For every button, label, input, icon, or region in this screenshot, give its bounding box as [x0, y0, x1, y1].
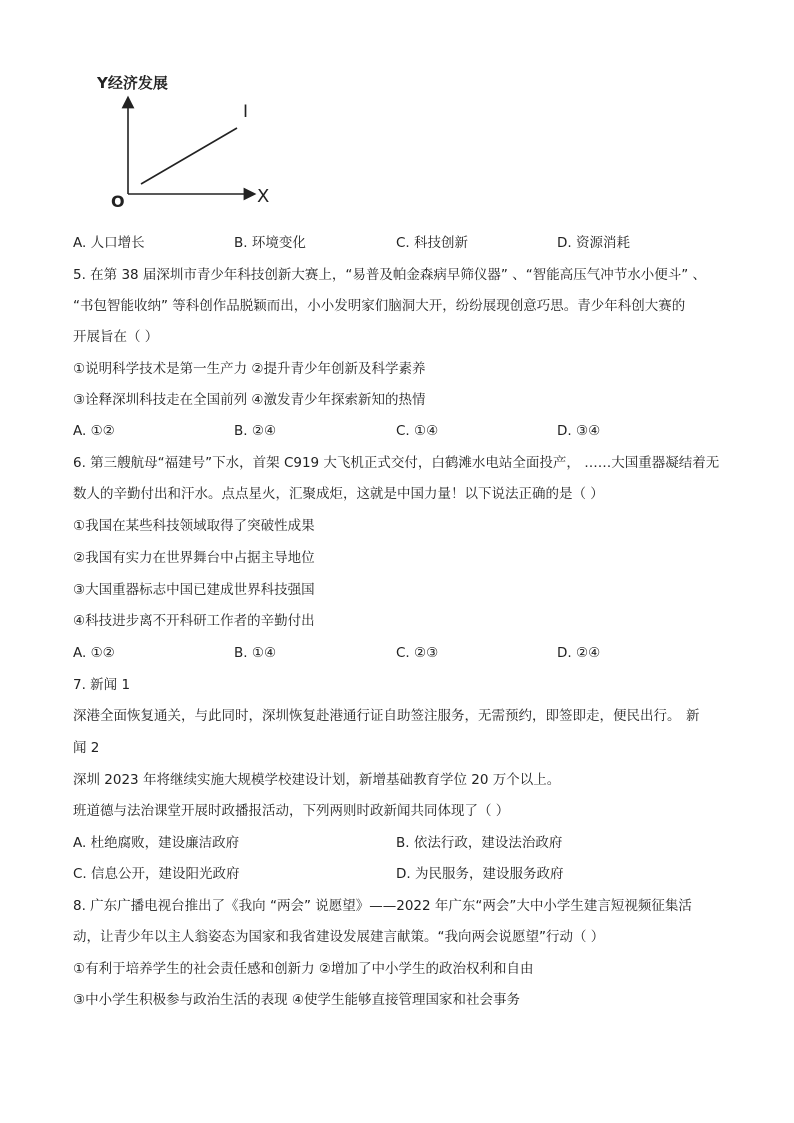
q5-item-line2: ③诠释深圳科技走在全国前列 ④激发青少年探索新知的热情 [73, 392, 426, 408]
q6-item-4: ④科技进步离不开科研工作者的辛勤付出 [73, 613, 315, 629]
line-label: I [243, 102, 249, 122]
q5-stem-line3: 开展旨在（ ） [73, 329, 159, 345]
q4-option-c: C. 科技创新 [396, 235, 469, 251]
q7-line4: 深圳 2023 年将继续实施大规模学校建设计划，新增基础教育学位 20 万个以上。 [73, 772, 561, 788]
q7-option-c: C. 信息公开，建设阳光政府 [73, 866, 240, 882]
q5-option-b: B. ②④ [234, 423, 277, 439]
q7-line1: 7. 新闻 1 [73, 677, 131, 693]
q6-stem-line2: 数人的辛勤付出和汗水。点点星火，汇聚成炬，这就是中国力量！以下说法正确的是（ ） [73, 486, 604, 502]
q7-option-a: A. 杜绝腐败，建设廉洁政府 [73, 835, 240, 851]
q6-option-b: B. ①④ [234, 645, 277, 661]
q6-item-1: ①我国在某些科技领域取得了突破性成果 [73, 518, 315, 534]
q8-stem-line1: 8. 广东广播电视台推出了《我向 “两会” 说愿望》——2022 年广东“两会”大中小学生建言短视频征集活 [73, 898, 692, 914]
q7-option-d: D. 为民服务，建设服务政府 [396, 866, 564, 882]
q6-item-3: ③大国重器标志中国已建成世界科技强国 [73, 582, 315, 598]
q6-option-c: C. ②③ [396, 645, 439, 661]
q8-item-line2: ③中小学生积极参与政治生活的表现 ④使学生能够直接管理国家和社会事务 [73, 992, 520, 1008]
economy-graph [95, 70, 295, 210]
q4-option-a: A. 人口增长 [73, 235, 145, 251]
q5-stem-line2: “书包智能收纳” 等科创作品脱颖而出，小小发明家们脑洞大开，纷纷展现创意巧思。青少年科创大赛的 [73, 298, 686, 314]
q4-option-d: D. 资源消耗 [557, 235, 630, 251]
q7-line2-tail: 新 [686, 708, 700, 724]
q5-option-d: D. ③④ [557, 423, 601, 439]
q8-stem-line2: 动，让青少年以主人翁姿态为国家和我省建设发展建言献策。“我向两会说愿望”行动（ ） [73, 929, 605, 945]
q4-option-b: B. 环境变化 [234, 235, 306, 251]
q7-line3: 闻 2 [73, 740, 100, 756]
q6-option-d: D. ②④ [557, 645, 601, 661]
q5-option-a: A. ①② [73, 423, 115, 439]
y-axis-label: Y经济发展 [97, 74, 168, 92]
trend-line [141, 128, 237, 184]
x-axis-label: X [257, 186, 270, 207]
q6-option-a: A. ①② [73, 645, 115, 661]
q7-line5: 班道德与法治课堂开展时政播报活动，下列两则时政新闻共同体现了（ ） [73, 803, 510, 819]
q7-line2: 深港全面恢复通关，与此同时，深圳恢复赴港通行证自助签注服务，无需预约，即签即走，便民出行。 [73, 708, 681, 724]
q8-item-line1: ①有利于培养学生的社会责任感和创新力 ②增加了中小学生的政治权利和自由 [73, 961, 534, 977]
q6-stem-line1: 6. 第三艘航母“福建号”下水，首架 C919 大飞机正式交付，白鹤滩水电站全面投产， ……大国重器凝结着无 [73, 455, 720, 471]
q7-option-b: B. 依法行政，建设法治政府 [396, 835, 563, 851]
q5-stem-line1: 5. 在第 38 届深圳市青少年科技创新大赛上，“易普及帕金森病早筛仪器” 、“智能高压气冲节水小便斗” 、 [73, 267, 706, 283]
q6-item-2: ②我国有实力在世界舞台中占据主导地位 [73, 550, 315, 566]
q5-option-c: C. ①④ [396, 423, 439, 439]
origin-label: O [111, 192, 125, 211]
q5-item-line1: ①说明科学技术是第一生产力 ②提升青少年创新及科学素养 [73, 361, 426, 377]
